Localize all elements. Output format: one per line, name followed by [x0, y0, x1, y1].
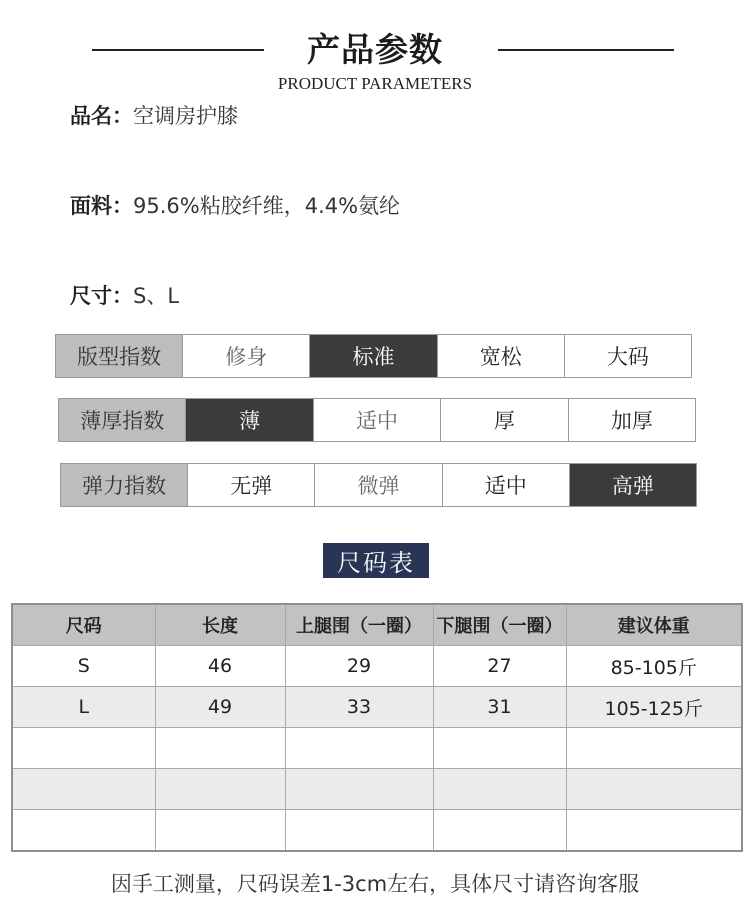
param-size-label: 尺寸： — [70, 284, 133, 308]
thickness-index-label: 薄厚指数 — [59, 399, 185, 441]
page-subtitle: PRODUCT PARAMETERS — [277, 74, 473, 93]
param-fabric-value: 95.6%粘胶纤维，4.4%氨纶 — [133, 194, 401, 218]
header-length: 长度 — [155, 604, 285, 646]
cell-length: 46 — [155, 646, 285, 687]
cell-upper-leg: 29 — [285, 646, 433, 687]
elasticity-index-bar — [60, 463, 697, 507]
cell-empty — [433, 728, 566, 769]
cell-empty — [433, 810, 566, 852]
header-weight: 建议体重 — [566, 604, 742, 646]
fit-option-standard: 标准 — [309, 335, 436, 377]
param-name — [70, 100, 238, 130]
elasticity-option-slight: 微弹 — [314, 464, 441, 506]
header-lower-leg: 下腿围（一圈） — [433, 604, 566, 646]
page-title: 产品参数 — [307, 30, 443, 69]
elasticity-option-high: 高弹 — [569, 464, 696, 506]
table-row — [12, 769, 742, 810]
elasticity-option-none: 无弹 — [187, 464, 314, 506]
cell-empty — [12, 728, 155, 769]
cell-empty — [433, 769, 566, 810]
table-row — [12, 728, 742, 769]
cell-upper-leg: 33 — [285, 687, 433, 728]
cell-empty — [155, 769, 285, 810]
cell-lower-leg: 27 — [433, 646, 566, 687]
cell-weight: 85-105斤 — [566, 646, 742, 687]
cell-empty — [285, 728, 433, 769]
param-size-value: S、L — [133, 284, 180, 308]
cell-empty — [566, 769, 742, 810]
cell-empty — [285, 769, 433, 810]
cell-size: L — [12, 687, 155, 728]
cell-weight: 105-125斤 — [566, 687, 742, 728]
param-name-label: 品名： — [70, 104, 133, 128]
fit-option-loose: 宽松 — [437, 335, 564, 377]
cell-empty — [566, 728, 742, 769]
fit-option-slim: 修身 — [182, 335, 309, 377]
table-row — [12, 810, 742, 852]
thickness-index-bar — [58, 398, 696, 442]
cell-empty — [12, 810, 155, 852]
cell-empty — [566, 810, 742, 852]
measurement-note: 因手工测量，尺码误差1-3cm左右，具体尺寸请咨询客服 — [110, 872, 640, 896]
thickness-option-medium: 适中 — [313, 399, 440, 441]
fit-option-plus: 大码 — [564, 335, 691, 377]
table-row — [12, 687, 742, 728]
cell-empty — [155, 810, 285, 852]
fit-index-bar — [55, 334, 692, 378]
fit-index-label: 版型指数 — [56, 335, 182, 377]
size-chart-badge: 尺码表 — [323, 543, 429, 578]
thickness-option-thin: 薄 — [185, 399, 312, 441]
table-header-row — [12, 604, 742, 646]
cell-lower-leg: 31 — [433, 687, 566, 728]
cell-empty — [12, 769, 155, 810]
param-size — [70, 280, 179, 310]
param-fabric-label: 面料： — [70, 194, 133, 218]
size-table — [11, 603, 743, 852]
table-row — [12, 646, 742, 687]
thickness-option-extra-thick: 加厚 — [568, 399, 695, 441]
cell-length: 49 — [155, 687, 285, 728]
param-name-value: 空调房护膝 — [133, 104, 238, 128]
header-upper-leg: 上腿围（一圈） — [285, 604, 433, 646]
elasticity-index-label: 弹力指数 — [61, 464, 187, 506]
cell-size: S — [12, 646, 155, 687]
elasticity-option-medium: 适中 — [442, 464, 569, 506]
header-size: 尺码 — [12, 604, 155, 646]
param-fabric — [70, 190, 400, 220]
thickness-option-thick: 厚 — [440, 399, 567, 441]
cell-empty — [155, 728, 285, 769]
cell-empty — [285, 810, 433, 852]
